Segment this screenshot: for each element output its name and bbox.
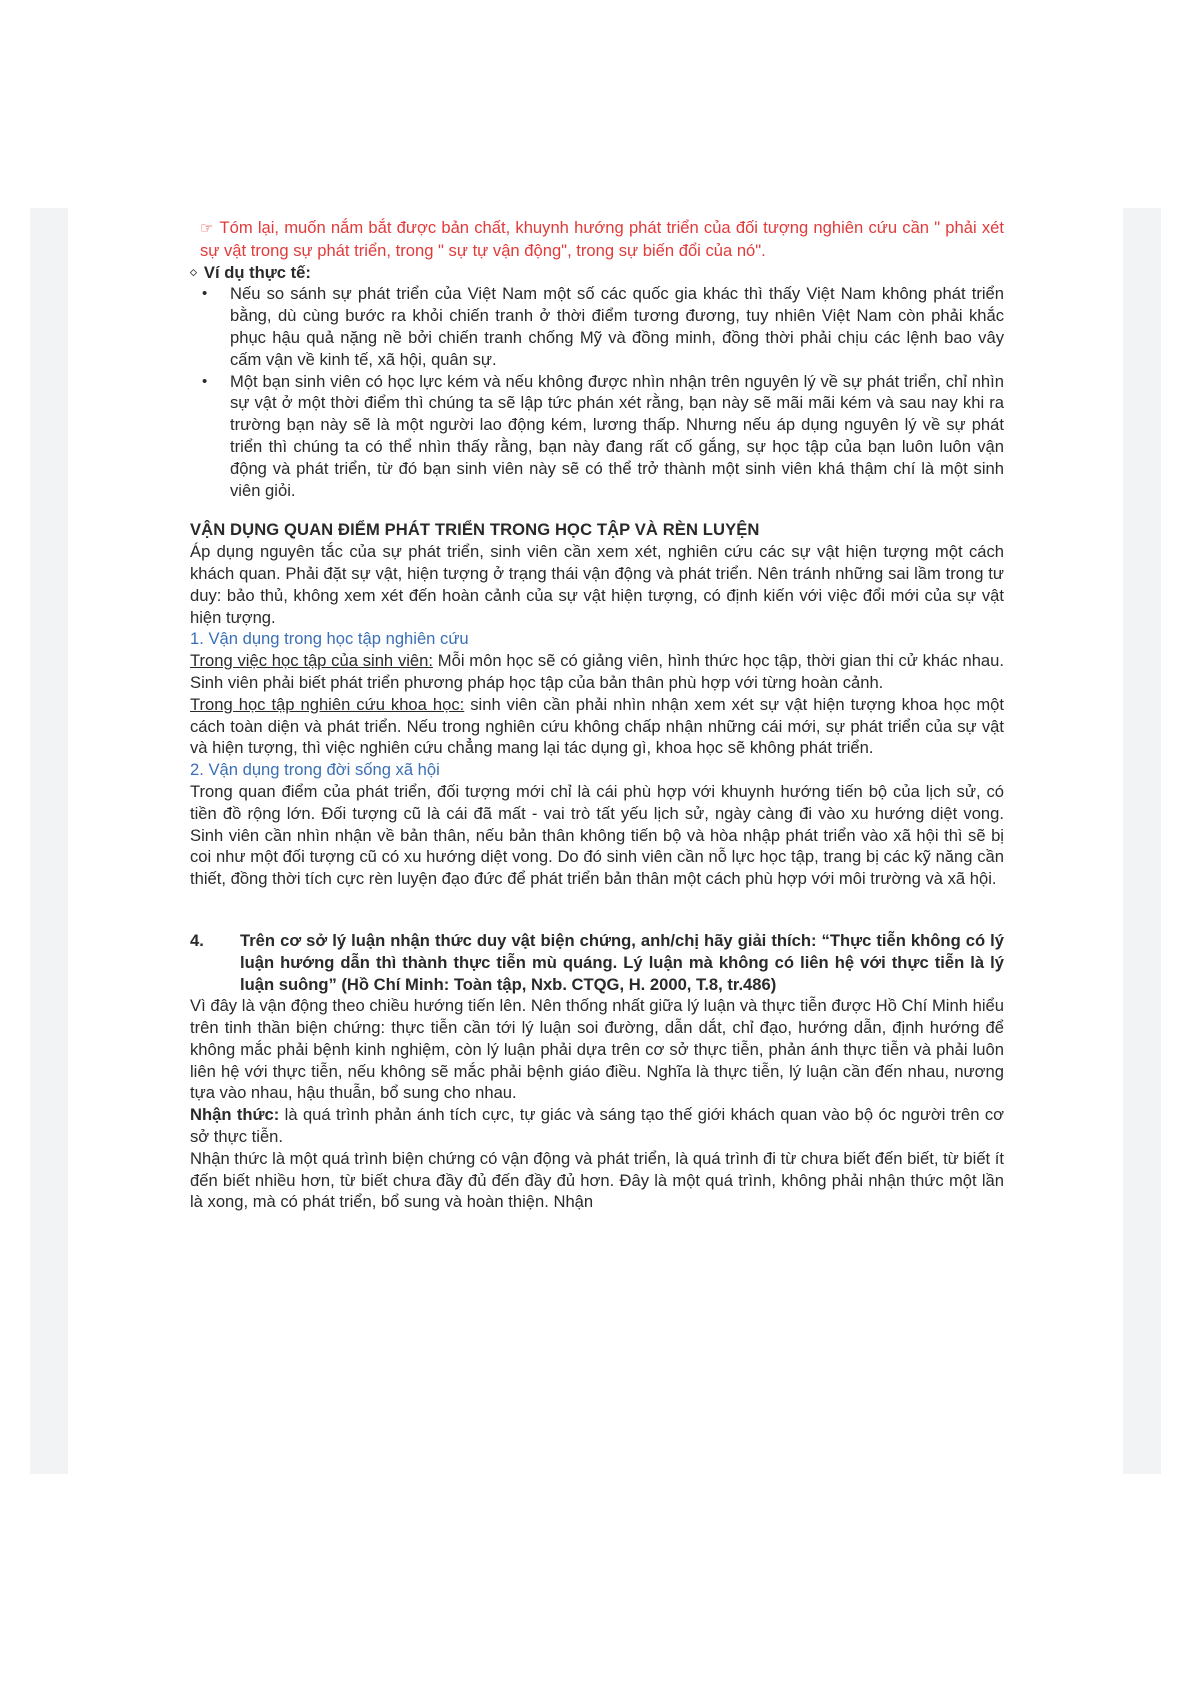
paragraph: Trong việc học tập của sinh viên: Mỗi môn học sẽ có giảng viên, hình thức học tập, thời gian thi cử khác nhau. Sinh viên phải biết phát triển phương pháp học tập của bản thân phù hợp với từng hoàn cảnh. <box>190 651 1004 692</box>
diamond-bullet-icon: ◇ <box>190 266 197 277</box>
subsection-heading-1: 1. Vận dụng trong học tập nghiên cứu <box>190 629 469 649</box>
document-page <box>68 208 1123 1474</box>
question-4 <box>190 930 1004 995</box>
pointing-hand-icon: ☞ <box>200 220 214 237</box>
example-heading: ◇ Ví dụ thực tế: <box>190 262 311 282</box>
bullet-icon: • <box>202 285 208 303</box>
question-number: 4. <box>190 930 204 950</box>
paragraph: Trong học tập nghiên cứu khoa học: sinh viên cần phải nhìn nhận xem xét sự vật hiện tượng khoa học một cách toàn diện và phát triển. Nếu trong nghiên cứu không chấp nhận những cái mới, sự phát triển của sự vật và hiện tượng, thì việc nghiên cứu chẳng mang lại tác dụng gì, khoa học sẽ không phát triển. <box>190 694 1005 758</box>
question-text: Trên cơ sở lý luận nhận thức duy vật biện chứng, anh/chị hãy giải thích: “Thực tiễn không có lý luận hướng dẫn thì thành thực tiễn mù quáng. Lý luận mà không có liên hệ với thực tiễn là lý luận suông” (Hồ Chí Minh: Toàn tập, Nxb. CTQG, H. 2000, T.8, tr.486) <box>240 930 1004 994</box>
section-intro: Áp dụng nguyên tắc của sự phát triển, sinh viên cần xem xét, nghiên cứu các sự vật hiện tượng một cách khách quan. Phải đặt sự vật, hiện tượng ở trạng thái vận động và phát triển. Nên tránh những sai lầm trong tư duy: bảo thủ, không xem xét đến hoàn cảnh của sự vật hiện tượng, có định kiến với việc đổi mới của sự vật hiện tượng. <box>190 542 1004 627</box>
paragraph: Nhận thức là một quá trình biện chứng có vận động và phát triển, là quá trình đi từ chưa biết đến biết, từ biết ít đến biết nhiều hơn, từ biết chưa đầy đủ đến đầy đủ hơn. Đây là một quá trình, không phải nhận thức một lần là xong, mà có phát triển, bổ sung và hoàn thiện. Nhận <box>190 1148 1004 1212</box>
list-item: • Nếu so sánh sự phát triển của Việt Nam một số các quốc gia khác thì thấy Việt Nam không phát triển bằng, dù cùng bước ra khỏi chiến tranh ở thời điểm tương đương, tuy nhiên Việt Nam còn phải khắc phục hậu quả nặng nề bởi chiến tranh chống Mỹ và đồng minh, đồng thời phải chịu các lệnh bao vây cấm vận về kinh tế, xã hội, quân sự. <box>202 284 1004 369</box>
page-content <box>190 214 1004 1213</box>
definition-paragraph: Nhận thức: là quá trình phản ánh tích cực, tự giác và sáng tạo thế giới khách quan vào bộ óc người trên cơ sở thực tiễn. <box>190 1105 1005 1147</box>
summary-note: ☞ Tóm lại, muốn nắm bắt được bản chất, khuynh hướng phát triển của đối tượng nghiên cứu cần " phải xét sự vật trong sự phát triển, trong " sự tự vận động", trong sự biến đổi của nó". <box>200 218 1004 260</box>
subsection-heading-2: 2. Vận dụng trong đời sống xã hội <box>190 760 440 780</box>
section-title: VẬN DỤNG QUAN ĐIỂM PHÁT TRIỂN TRONG HỌC TẬP VÀ RÈN LUYỆN <box>190 520 760 540</box>
bullet-icon: • <box>202 372 208 390</box>
list-item: • Một bạn sinh viên có học lực kém và nếu không được nhìn nhận trên nguyên lý về sự phát triển, chỉ nhìn sự vật ở một thời điểm thì chúng ta sẽ lập tức phán xét rằng, bạn này sẽ mãi mãi kém và sau nay khi ra trường bạn này sẽ là một người lao động kém, lương thấp. Nhưng nếu áp dụng nguyên lý về sự phát triển thì chúng ta có thể nhìn thấy rằng, bạn này đang rất cố gắng, sự học tập của bạn luôn luôn vận động và phát triển, từ đó bạn sinh viên này sẽ có thể trở thành một sinh viên khá thậm chí là một sinh viên giỏi. <box>202 371 1004 500</box>
example-list <box>190 283 1004 501</box>
answer-paragraph: Vì đây là vận động theo chiều hướng tiến lên. Nên thống nhất giữa lý luận và thực tiễn được Hồ Chí Minh hiểu trên tinh thần biện chứng: thực tiễn cần tới lý luận soi đường, dẫn dắt, chỉ đạo, hướng dẫn, định hướng để không mắc phải bệnh kinh nghiệm, còn lý luận phải dựa trên cơ sở thực tiễn, phản ánh thực tiễn và phải luôn liên hệ với thực tiễn, nếu không sẽ mắc phải bệnh giáo điều. Nghĩa là thực tiễn, lý luận cần đến nhau, nương tựa vào nhau, hậu thuẫn, bổ sung cho nhau. <box>190 996 1004 1103</box>
paragraph: Trong quan điểm của phát triển, đối tượng mới chỉ là cái phù hợp với khuynh hướng tiến bộ của lịch sử, có tiền đồ rộng lớn. Đối tượng cũ là cái đã mất - vai trò tất yếu lịch sử, ngày càng đi vào xu hướng diệt vong. Sinh viên cần nhìn nhận về bản thân, nếu bản thân không tiến bộ và hòa nhập phát triển vào xã hội thì sẽ bị coi như một đối tượng cũ có xu hướng diệt vong. Do đó sinh viên cần nỗ lực học tập, trang bị các kỹ năng cần thiết, đồng thời tích cực rèn luyện đạo đức để phát triển bản thân một cách phù hợp với môi trường và xã hội. <box>190 781 1004 889</box>
